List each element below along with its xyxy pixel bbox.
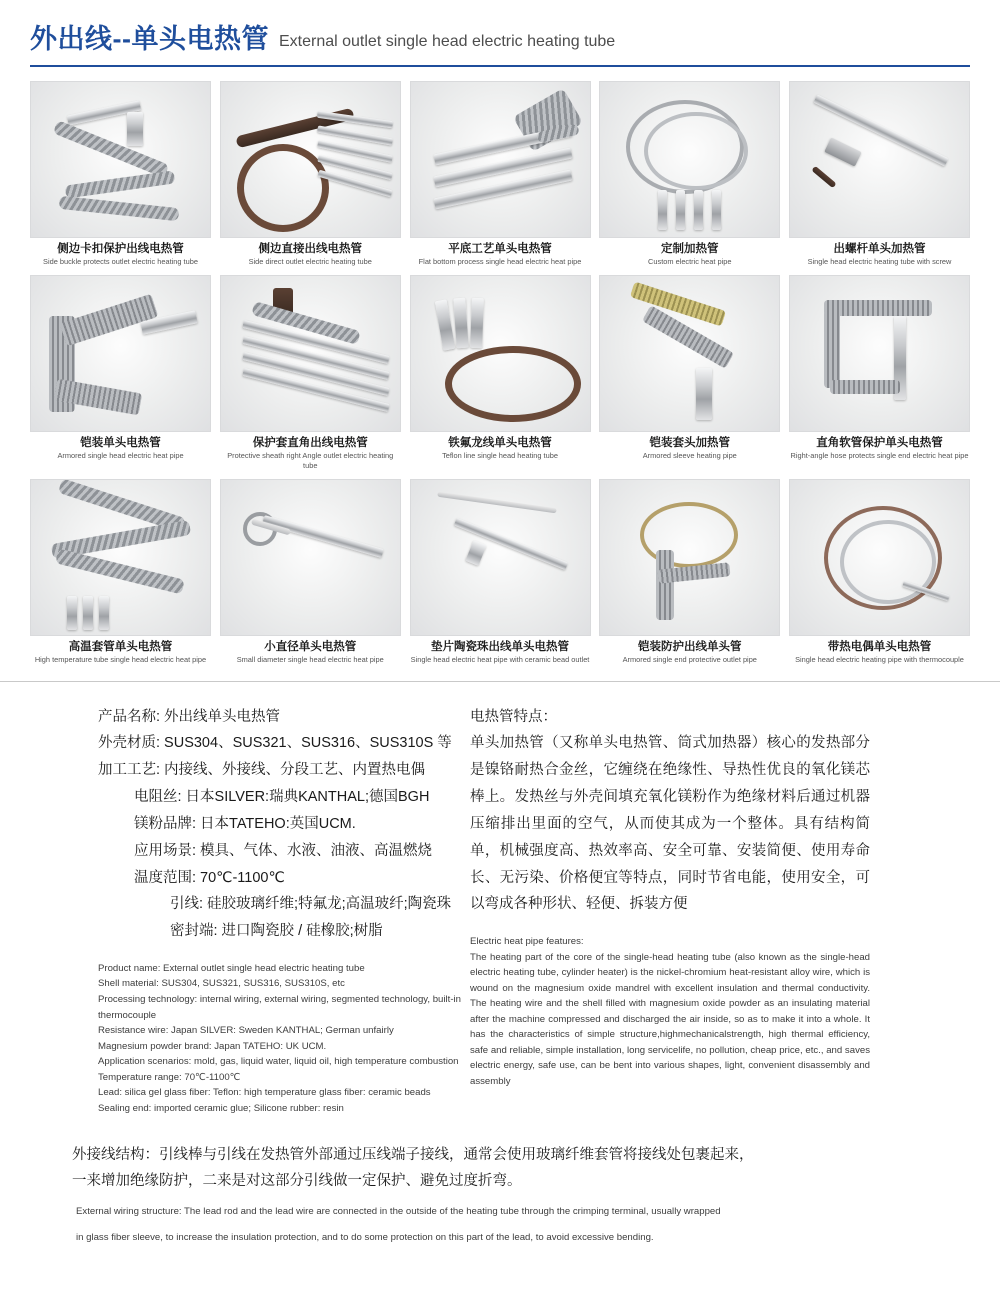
footer-cn-line2: 一来增加绝缘防护，二来是对这部分引线做一定保护、避免过度折弯。	[72, 1173, 522, 1190]
spec-cn-row: 产品名称: 外出线单头电热管	[98, 708, 281, 725]
product-card[interactable]	[789, 275, 970, 471]
page-header	[0, 0, 1000, 53]
product-caption	[410, 432, 591, 461]
caption-en: Custom electric heat pipe	[648, 257, 732, 267]
spec-en-block	[98, 961, 470, 1116]
caption-cn: 高温套管单头电热管	[68, 640, 173, 653]
product-card[interactable]	[410, 275, 591, 471]
product-card[interactable]	[789, 479, 970, 665]
footer-en-line1: External wiring structure: The lead rod and the lead wire are connected in the outside of the heating tube through the crimping terminal, usually wrapped	[76, 1206, 721, 1218]
spec-cn-row: 温度范围: 70℃-1100℃	[134, 869, 285, 886]
caption-cn: 小直径单头电热管	[264, 640, 357, 653]
product-card[interactable]	[30, 81, 211, 267]
caption-cn: 带热电偶单头电热管	[827, 640, 932, 653]
caption-en: Side buckle protects outlet electric heating tube	[43, 257, 198, 267]
product-card[interactable]	[30, 479, 211, 665]
product-gallery	[0, 67, 1000, 665]
spec-en-row: Resistance wire: Japan SILVER: Sweden KANTHAL; German unfairly	[98, 1025, 394, 1037]
product-photo	[30, 275, 211, 432]
product-caption	[599, 636, 780, 665]
spec-cn-row: 引线: 硅胶玻璃纤维;特氟龙;高温玻纤;陶瓷珠	[170, 896, 452, 913]
features-title-cn: 电热管特点：	[470, 708, 557, 725]
product-card[interactable]	[220, 479, 401, 665]
features-body-cn: 单头加热管（又称单头电热管、筒式加热器）核心的发热部分是镍铬耐热合金丝，它缠绕在绝缘性、导热性优良的氧化镁芯棒上。发热丝与外壳间填充氧化镁粉作为绝缘材料后通过机器压缩排出里面的空气，从而使其成为一个整体。具有结构简单，机械强度高、热效率高、安全可靠、安装简便、使用寿命长、无污染、价格便宜等特点，同时节省电能，使用安全，可以弯成各种形状、轻便、拆装方便	[470, 735, 870, 913]
spec-en-row: Application scenarios: mold, gas, liquid water, liquid oil, high temperature combustion	[98, 1056, 459, 1068]
spec-en-row: Processing technology: internal wiring, external wiring, segmented technology, built-in thermocouple	[98, 994, 461, 1021]
caption-en: High temperature tube single head electric heat pipe	[34, 655, 207, 664]
caption-en: Armored single head electric heat pipe	[57, 451, 184, 461]
caption-en: Armored sleeve heating pipe	[642, 451, 737, 461]
product-photo	[599, 81, 780, 238]
caption-cn: 定制加热管	[661, 243, 719, 255]
caption-cn: 铠装套头加热管	[649, 437, 730, 449]
product-caption	[30, 238, 211, 267]
product-card[interactable]	[220, 275, 401, 471]
spec-section	[0, 681, 1000, 1117]
spec-en-row: Shell material: SUS304, SUS321, SUS316, SUS310S, etc	[98, 978, 345, 990]
product-caption	[599, 432, 780, 461]
product-caption	[789, 432, 970, 461]
product-photo	[220, 479, 401, 636]
caption-cn: 铠装防护出线单头管	[638, 640, 742, 653]
footer-en-line2: in glass fiber sleeve, to increase the insulation protection, and to do some protection on this part of the lead, to avoid excessive bending.	[76, 1231, 654, 1243]
product-photo	[599, 479, 780, 636]
product-photo	[220, 275, 401, 432]
caption-cn: 侧边卡扣保护出线电热管	[57, 243, 184, 255]
product-caption	[789, 636, 970, 665]
product-photo	[599, 275, 780, 432]
product-card[interactable]	[789, 81, 970, 267]
spec-cn-row: 镁粉品牌: 日本TATEHO:英国UCM.	[134, 815, 356, 832]
spec-cn-row: 电阻丝: 日本SILVER:瑞典KANTHAL;德国BGH	[134, 789, 430, 806]
page-title-cn: 外出线--单头电热管	[30, 24, 269, 54]
product-card[interactable]	[30, 275, 211, 471]
caption-en: Single head electric heating pipe with thermocouple	[795, 655, 964, 664]
spec-en-row: Magnesium powder brand: Japan TATEHO: UK UCM.	[98, 1040, 327, 1052]
gallery-row	[30, 479, 970, 665]
caption-en: Protective sheath right Angle outlet electric heating tube	[227, 451, 394, 470]
caption-en: Single head electric heat pipe with ceramic bead outlet	[410, 655, 590, 664]
product-photo	[789, 479, 970, 636]
spec-cn-row: 应用场景: 模具、气体、水液、油液、高温燃烧	[134, 842, 433, 859]
product-card[interactable]	[220, 81, 401, 267]
caption-cn: 侧边直接出线电热管	[258, 243, 362, 255]
product-card[interactable]	[599, 275, 780, 471]
caption-en: Armored single end protective outlet pipe	[622, 655, 757, 664]
product-caption	[789, 238, 970, 267]
product-card[interactable]	[599, 479, 780, 665]
caption-cn: 铁氟龙线单头电热管	[448, 437, 552, 449]
product-card[interactable]	[410, 81, 591, 267]
caption-en: Right-angle hose protects single end electric heat pipe	[790, 451, 969, 461]
footer-cn-line1: 外接线结构：引线棒与引线在发热管外部通过压线端子接线，通常会使用玻璃纤维套管将接线处包裹起来，	[72, 1147, 754, 1164]
spec-cn-row: 密封端: 进口陶瓷胶 / 硅橡胶;树脂	[170, 923, 383, 940]
caption-cn: 垫片陶瓷珠出线单头电热管	[431, 640, 569, 653]
product-caption	[220, 636, 401, 665]
caption-cn: 保护套直角出线电热管	[252, 437, 368, 449]
product-photo	[410, 479, 591, 636]
gallery-row	[30, 81, 970, 267]
features-en-block	[470, 934, 870, 1089]
product-photo	[410, 81, 591, 238]
page-title-en: External outlet single head electric heating tube	[278, 33, 616, 50]
gallery-row	[30, 275, 970, 471]
footer-note	[0, 1142, 1000, 1245]
spec-en-row: Product name: External outlet single head electric heating tube	[98, 962, 365, 974]
product-photo	[410, 275, 591, 432]
spec-en-row: Lead: silica gel glass fiber: Teflon: high temperature glass fiber: ceramic beads	[98, 1087, 431, 1099]
product-photo	[30, 479, 211, 636]
caption-en: Single head electric heating tube with screw	[807, 257, 952, 267]
spec-column-left	[0, 704, 470, 1117]
spec-cn-row: 外壳材质: SUS304、SUS321、SUS316、SUS310S 等	[98, 735, 452, 752]
product-photo	[220, 81, 401, 238]
caption-en: Small diameter single head electric heat pipe	[236, 655, 384, 664]
caption-cn: 直角软管保护单头电热管	[816, 437, 943, 449]
caption-cn: 平底工艺单头电热管	[448, 243, 552, 255]
caption-en: Teflon line single head heating tube	[442, 451, 558, 461]
product-caption	[30, 432, 211, 461]
product-photo	[30, 81, 211, 238]
features-title-en: Electric heat pipe features:	[470, 936, 584, 948]
product-caption	[599, 238, 780, 267]
spec-en-row: Temperature range: 70℃-1100℃	[98, 1071, 241, 1083]
product-caption	[410, 238, 591, 267]
spec-en-row: Sealing end: imported ceramic glue; Silicone rubber: resin	[98, 1102, 344, 1114]
product-photo	[789, 275, 970, 432]
caption-en: Side direct outlet electric heating tube	[248, 257, 372, 267]
caption-en: Flat bottom process single head electric heat pipe	[418, 257, 582, 267]
product-card[interactable]	[410, 479, 591, 665]
product-photo	[789, 81, 970, 238]
caption-cn: 出螺杆单头加热管	[833, 243, 926, 255]
product-card[interactable]	[599, 81, 780, 267]
features-body-en: The heating part of the core of the single-head heating tube (also known as the single-head electric heating tube, cylinder heater) is the nickel-chromium heat-resistant alloy wire, which is wound on the magnesium oxide mandrel with excellent insulation and thermal conductivity. The heating wire and the shell filled with magnesium oxide powder as an insulating material after the machine compressed and discharged the air inside, so as to make it into a whole. It has the characteristics of simple structure,highmechanicalstrength, high thermal efficiency, safe and reliable, simple installation, long servicelife, no pollution, cheap price, etc., and saves electric energy, safe use, can be bent into various shapes, light, convenient disassembly and assembly	[470, 951, 870, 1087]
product-caption	[220, 238, 401, 267]
spec-cn-row: 加工工艺: 内接线、外接线、分段工艺、内置热电偶	[98, 762, 426, 779]
spec-column-right	[470, 704, 900, 1117]
caption-cn: 铠装单头电热管	[80, 437, 161, 449]
product-caption	[220, 432, 401, 471]
product-caption	[30, 636, 211, 665]
product-caption	[410, 636, 591, 665]
